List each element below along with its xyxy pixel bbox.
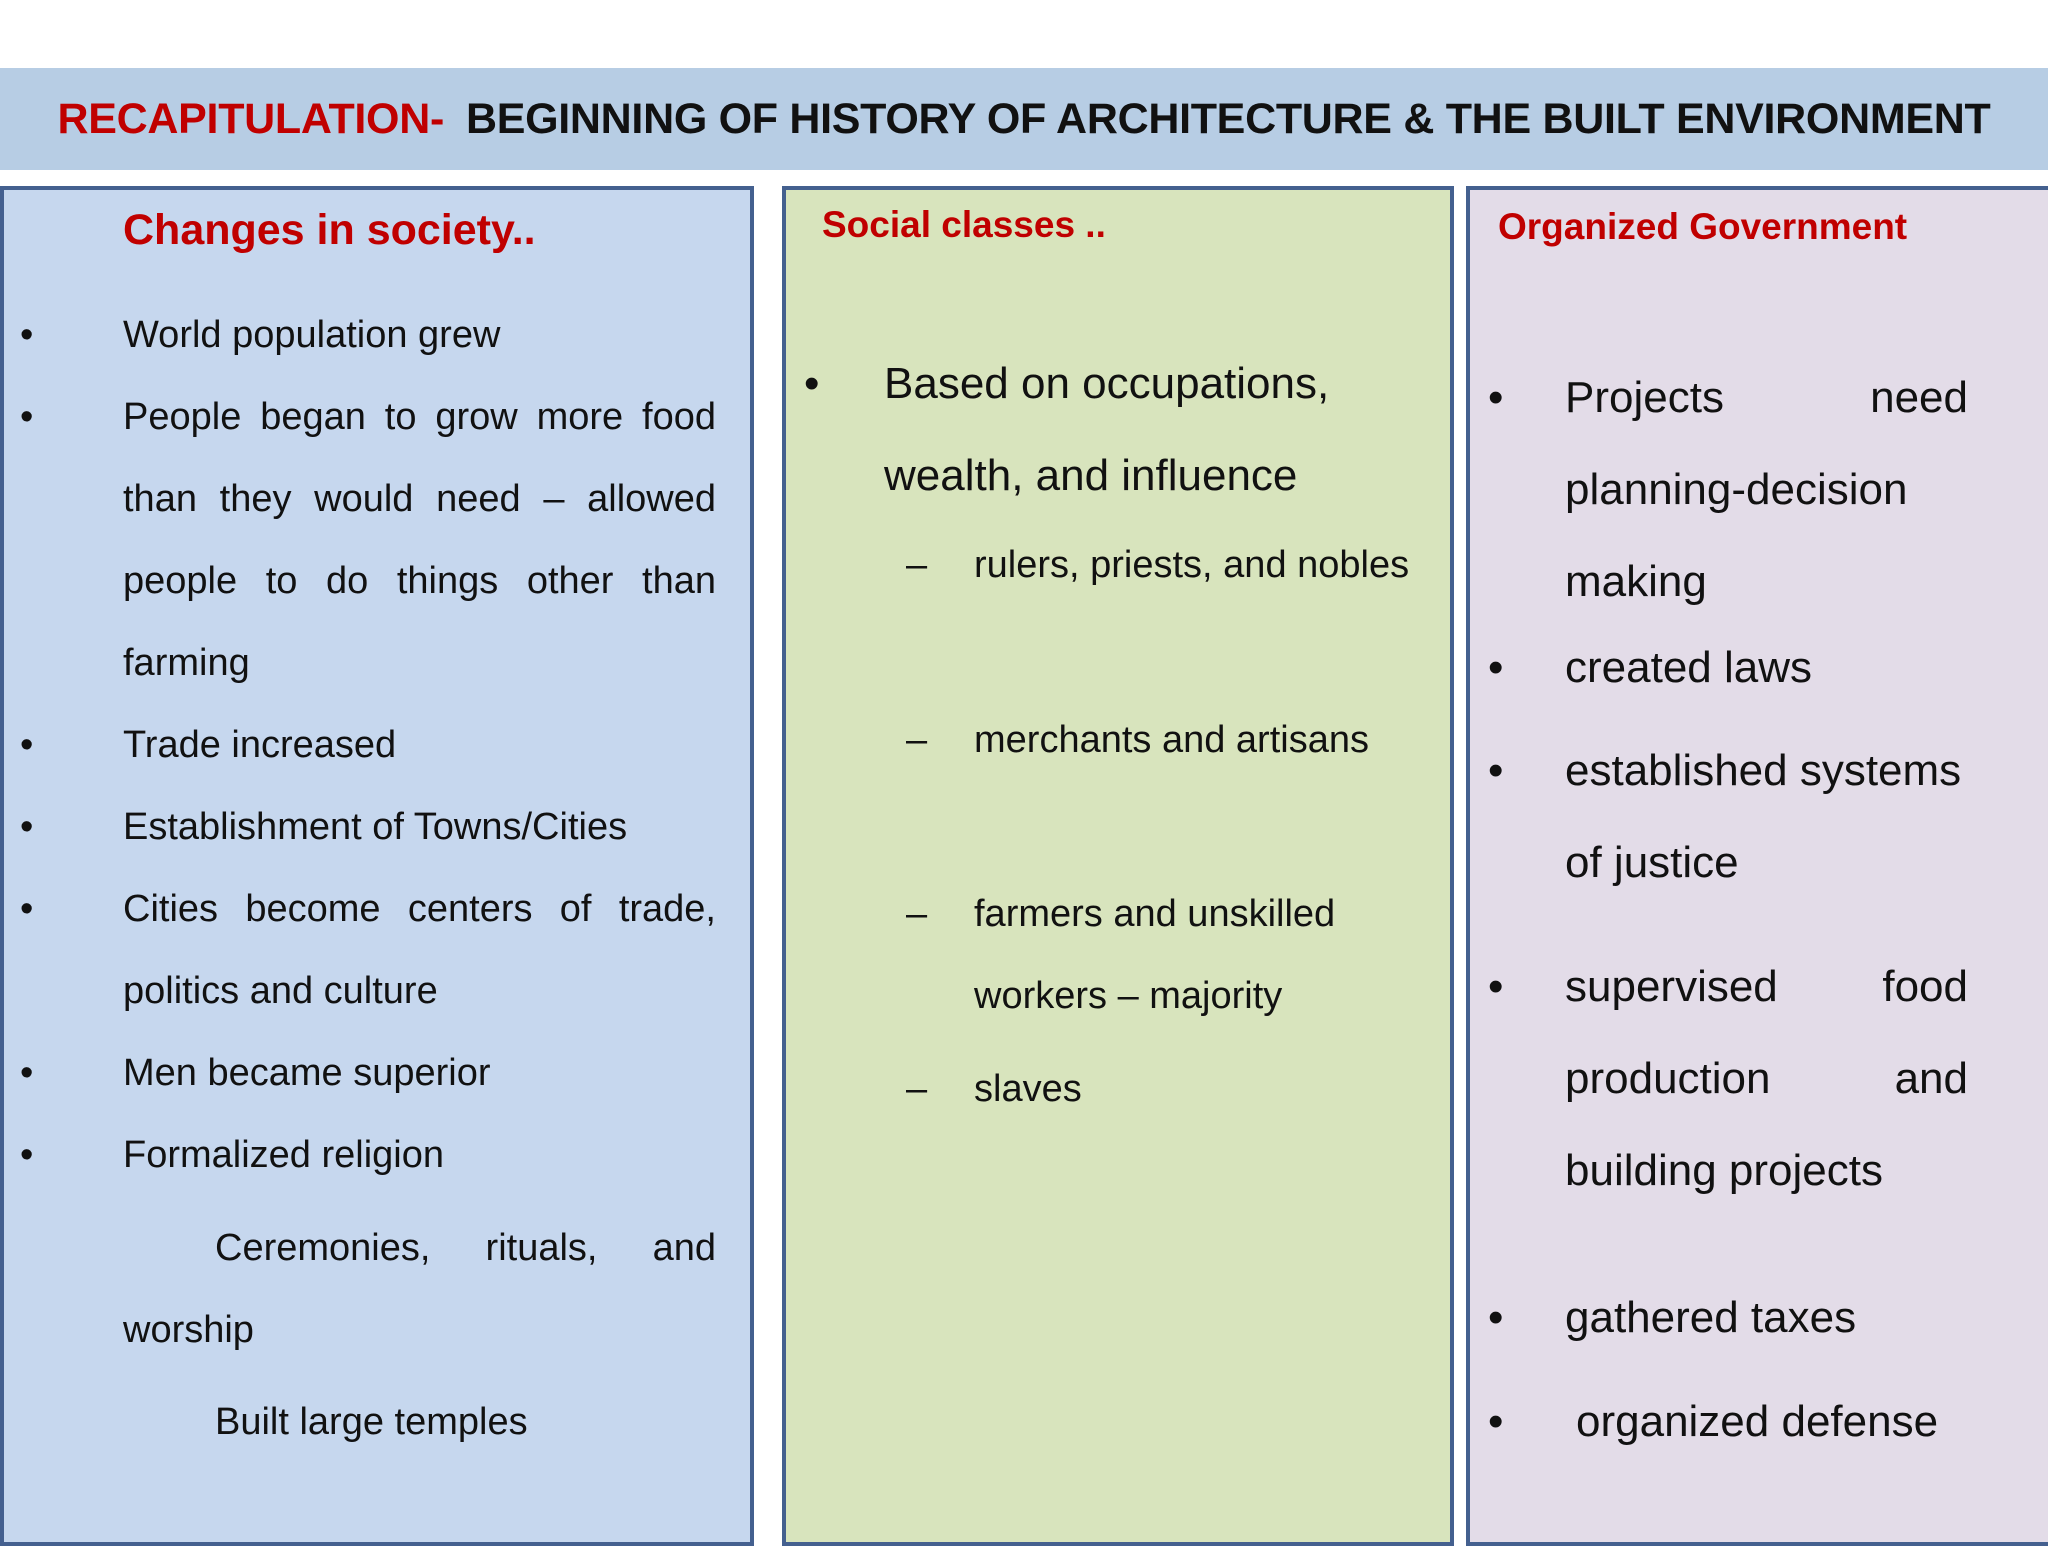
panel-heading: Organized Government — [1498, 206, 1908, 247]
bullet-icon: • — [20, 396, 34, 438]
bullet-icon: • — [20, 1052, 34, 1094]
list-item: created laws — [1565, 643, 1813, 692]
title-recapitulation: RECAPITULATION- — [57, 94, 444, 143]
list-item: established systems of justice — [1565, 746, 1962, 887]
sub-item: rulers, priests, and nobles — [974, 544, 1410, 586]
slide-title — [0, 68, 2048, 170]
bullet-icon: • — [1488, 962, 1504, 1011]
dash-icon: – — [906, 544, 928, 586]
list-item: Establishment of Towns/Cities — [123, 806, 628, 848]
list-item: organized defense — [1576, 1397, 1939, 1446]
bullet-icon: • — [1488, 643, 1504, 692]
sub-item: farmers and unskilled workers – majority — [974, 893, 1336, 1017]
list-item: gathered taxes — [1565, 1293, 1857, 1342]
bullet-icon: • — [1488, 746, 1504, 795]
bullet-icon: • — [20, 1134, 34, 1176]
list-item: supervised food production and building projects — [1565, 962, 1968, 1195]
list-item: Projects need planning-decision making — [1565, 373, 1968, 606]
bullet-icon: • — [1488, 1293, 1504, 1342]
list-item: Men became superior — [123, 1052, 491, 1094]
bullet-icon: • — [1488, 1397, 1504, 1446]
bullet-icon: • — [20, 806, 34, 848]
bullet-icon: • — [20, 888, 34, 930]
bullet-icon: • — [20, 314, 34, 356]
sub-item: merchants and artisans — [974, 719, 1369, 761]
list-item: Trade increased — [123, 724, 397, 766]
sub-item: slaves — [974, 1068, 1082, 1110]
dash-icon: – — [906, 719, 928, 761]
bullet-icon: • — [804, 359, 820, 408]
dash-icon: – — [906, 893, 928, 935]
list-item: Cities become centers of trade, politics and culture — [123, 888, 716, 1012]
list-item: Based on occupations, wealth, and influence — [884, 359, 1330, 500]
list-item: Formalized religion — [123, 1134, 445, 1176]
panel-social-classes — [782, 186, 1454, 1546]
panel-changes-in-society — [0, 186, 754, 1546]
title-main: BEGINNING OF HISTORY OF ARCHITECTURE & THE BUILT ENVIRONMENT — [465, 94, 1991, 143]
sub-item: Built large temples — [215, 1401, 528, 1443]
panel-heading: Changes in society.. — [123, 206, 536, 254]
bullet-icon: • — [20, 724, 34, 766]
dash-icon: – — [906, 1068, 928, 1110]
list-item: World population grew — [123, 314, 501, 356]
panel-heading: Social classes .. — [822, 204, 1106, 245]
bullet-icon: • — [1488, 373, 1504, 422]
panel-organized-government — [1466, 186, 2048, 1546]
list-item: People began to grow more food than they would need – allowed people to do things other than farming — [123, 396, 716, 684]
sub-item: Ceremonies, rituals, and worship — [123, 1227, 716, 1351]
